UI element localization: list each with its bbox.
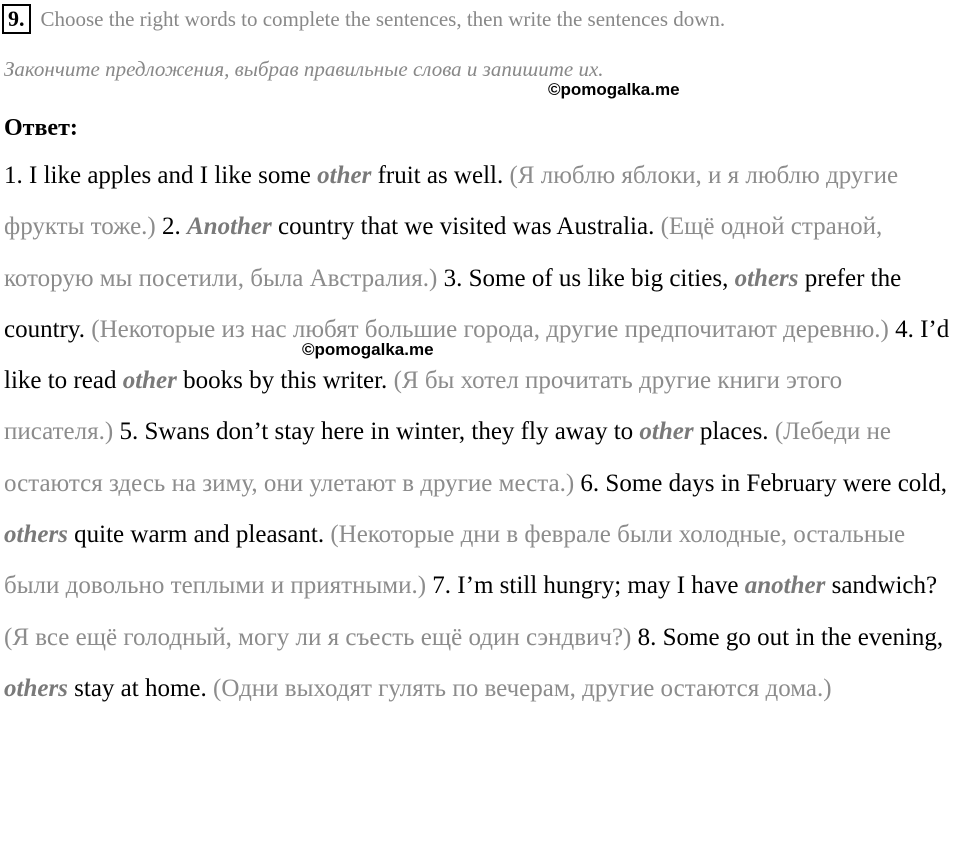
task-header (2, 4, 952, 34)
answer-translation: (Ещё одной страной, которую мы посетили, была Австралия.) (4, 213, 883, 292)
answer-en: 4. I’d like to read (4, 315, 950, 395)
answer-en: 3. Some of us like big cities, (443, 264, 735, 292)
answer-en: fruit as well. (371, 162, 504, 189)
answer-keyword: Another (187, 213, 272, 241)
answer-keyword: other (317, 162, 372, 189)
answer-en: quite warm and pleasant. (67, 521, 325, 549)
answer-en: 5. Swans don’t stay here in winter, they fly away to (119, 418, 640, 446)
answer-en: 8. Some go out in the evening, (637, 623, 944, 651)
answer-en: 2. (162, 213, 187, 241)
answer-translation: (Я все ещё голодный, могу ли я съесть ещё один сэндвич?) (4, 623, 638, 651)
answer-keyword: others (4, 674, 68, 702)
answer-translation: (Лебеди не остаются здесь на зиму, они улетают в другие места.) (4, 418, 891, 497)
answer-en: country that we visited was Australia. (271, 213, 655, 241)
task-instruction-ru: Закончите предложения, выбрав правильные слова и запишите их. (4, 57, 604, 81)
answer-en: 1. I like apples and I like some (4, 162, 318, 189)
answer-translation: (Некоторые дни в феврале были холодные, остальные были довольно теплыми и приятными.) (4, 521, 906, 600)
answer-translation: (Я люблю яблоки, и я люблю другие фрукты тоже.) (4, 162, 899, 241)
answer-keyword: other (639, 418, 694, 446)
answer-keyword: others (4, 521, 68, 549)
watermark: ©pomogalka.me (302, 340, 434, 359)
answer-keyword: other (122, 367, 177, 395)
answer-en: places. (693, 418, 769, 446)
answer-text (4, 150, 956, 714)
answer-translation: (Некоторые из нас любят большие города, другие предпочитают деревню.) (85, 315, 896, 343)
answer-en: 6. Some days in February were cold, (580, 469, 947, 497)
answer-en: stay at home. (67, 674, 207, 702)
answer-translation: (Одни выходят гулять по вечерам, другие остаются дома.) (206, 674, 832, 702)
answer-en: prefer the country. (4, 264, 902, 343)
answer-translation: (Я бы хотел прочитать другие книги этого писателя.) (4, 367, 843, 446)
task-number: 9. (2, 4, 31, 34)
task-instruction-en: Choose the right words to complete the sentences, then write the sentences down. (40, 6, 726, 31)
answer-en: books by this writer. (176, 367, 388, 395)
answer-label: Ответ: (4, 115, 78, 141)
answer-keyword: another (744, 572, 826, 600)
answer-en: sandwich? (825, 572, 938, 600)
watermark: ©pomogalka.me (548, 80, 680, 99)
answer-en: 7. I’m still hungry; may I have (432, 572, 745, 600)
answer-keyword: others (734, 264, 799, 292)
